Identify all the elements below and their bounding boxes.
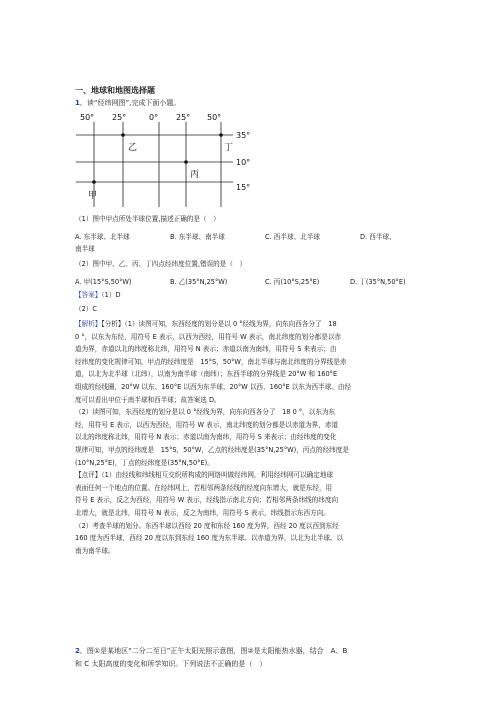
section-title: 一、地球和地图选择题 (75, 86, 155, 95)
analysis-line: 经纬度的变化规律可知，甲点的经纬度是 15°S，50°W，南北半球与南北纬度的分界线是赤 (75, 357, 347, 366)
option-b: B. 乙(35°N,25°W) (170, 278, 228, 286)
analysis-line: 以北的纬度称北纬，用符号 N 表示；赤道以南为南纬，用符号 S 来表示；由经纬度的变化 (75, 433, 337, 442)
comment-line: 符号 E 表示，反之为西经，用符号 W 表示，经线指示南北方向；若相邻两条纬线的纬度向 (75, 496, 339, 505)
point-bing (184, 160, 188, 164)
point-ding (219, 133, 223, 137)
analysis-line: 道，以北为北半球（北纬），以南为南半球（南纬）；东西半球的分界线是 20°W 和 160°E (75, 370, 338, 379)
lon-label: 25° (176, 113, 191, 122)
option-b: B. 东半球、南半球 (170, 233, 225, 241)
lat-label: 10° (236, 158, 251, 167)
comment-line: 南为南半球。 (75, 546, 115, 555)
point-label: 甲 (88, 191, 98, 201)
question-2 (75, 645, 425, 671)
sub-question-1-stem: （1）图中甲点所处半球位置,描述正确的是（ ） (75, 215, 220, 223)
analysis-line: 经，用符号 E 表示，以西为西经，用符号 W 表示，南北纬度的划分都是以赤道为界，赤道 (75, 420, 339, 429)
analysis-line: 组成的经线圈，20°W 以东、160°E 以西为东半球，20°W 以西、160°E 以东为西半球。由经 (75, 382, 352, 391)
lat-lon-grid-map (76, 112, 256, 207)
analysis-line: 0 °，以东为东经，用符号 E 表示，以西为西经，用符号 W 表示，南北纬度的划分都是以赤 (75, 332, 342, 341)
lat-label: 35° (236, 131, 251, 140)
answer-tag: 【答案】 (75, 291, 102, 299)
point-label: 乙 (128, 143, 138, 153)
analysis-block (75, 318, 425, 557)
option-a: A. 东半球、北半球 (75, 233, 130, 241)
option-c: C. 西半球、北半球 (265, 233, 320, 241)
lat-label: 15° (236, 183, 251, 192)
lon-label: 50° (207, 113, 222, 122)
lon-label: 0° (149, 113, 159, 122)
analysis-line: 道为界，赤道以北的纬度称北纬，用符号 N 表示；赤道以南为南纬，用符号 S 来表示；由 (75, 345, 337, 354)
answer-line (75, 291, 121, 300)
question-2-line: 和 C 太阳高度的变化和所学知识。下列说法不正确的是（ ） (75, 660, 267, 668)
answer-1: （1）D (101, 291, 121, 299)
analysis-line: (10°N,25°E)，丁点的经纬度是(35°N,50°E)。 (75, 458, 214, 467)
comment-line: 160 度为西半球，西经 20 度以东到东经 160 度为东半球。以赤道为界，以北为北半球。以 (75, 534, 344, 543)
option-c: C. 丙(10°S,25°E) (265, 278, 320, 286)
analysis-line: 规律可知，甲点的经纬度是 15°S，50°W，乙点的经纬度是(35°N,25°W)，丙点的经纬度是 (75, 445, 349, 454)
point-jia (92, 180, 96, 184)
option-d: D. 丁(35°N,50°E) (350, 278, 406, 286)
option-a: A. 甲(15°S,50°W) (75, 278, 132, 286)
sub-question-2-stem: （2）图中甲、乙、丙、丁四点经纬度位置,错误的是（ ） (75, 260, 247, 268)
lon-label: 50° (80, 113, 95, 122)
option-d: D. 西半球、 (360, 233, 396, 241)
lon-label: 25° (112, 113, 127, 122)
point-yi (121, 133, 125, 137)
option-d-continued: 南半球 (75, 245, 95, 253)
analysis-line: 【解析】【分析】（1）读图可知，东西经度的划分是以 0 °经线为界，向东向西各分了 18 (75, 320, 337, 328)
comment-line: （2）考查半球的划分。东西半球以西经 20 度和东经 160 度为界，西经 20 度以西到东经 (75, 521, 339, 530)
question-1-stem (75, 98, 180, 108)
comment-line: 【点评】（1）由经线和纬线相互交织所构成的网络叫做经纬网，利用经纬网可以确定地球 (75, 471, 334, 480)
analysis-line: 度可以看出甲位于南半球和西半球；故答案选 D。 (75, 395, 221, 404)
point-label: 丙 (190, 170, 200, 180)
question-2-line: 2．图①是某地区“二分二至日”正午太阳光照示意图，图②是太阳能热水器，结合 A、B (75, 647, 348, 655)
question-text: 读“经纬网图”,完成下面小题。 (86, 99, 181, 107)
analysis-tag: 【解析】 (75, 320, 102, 328)
comment-line: 北增大，就是北纬，用符号 N 表示，反之为南纬，用符号 S 表示，纬线指示东西方向。 (75, 508, 330, 517)
comment-line: 表面任何一个地点的位置。在经纬网上，若相邻两条经线的经度向东增大，就是东经，用 (75, 483, 333, 492)
question-number: 2． (75, 647, 87, 655)
answer-2: （2）C (75, 305, 97, 313)
point-label: 丁 (224, 143, 234, 153)
analysis-line: （2）读图可知，东西经度的划分是以 0 °经线为界，向东向西各分了 18 0 °，以东为东 (75, 408, 336, 417)
question-number: 1． (75, 99, 87, 107)
